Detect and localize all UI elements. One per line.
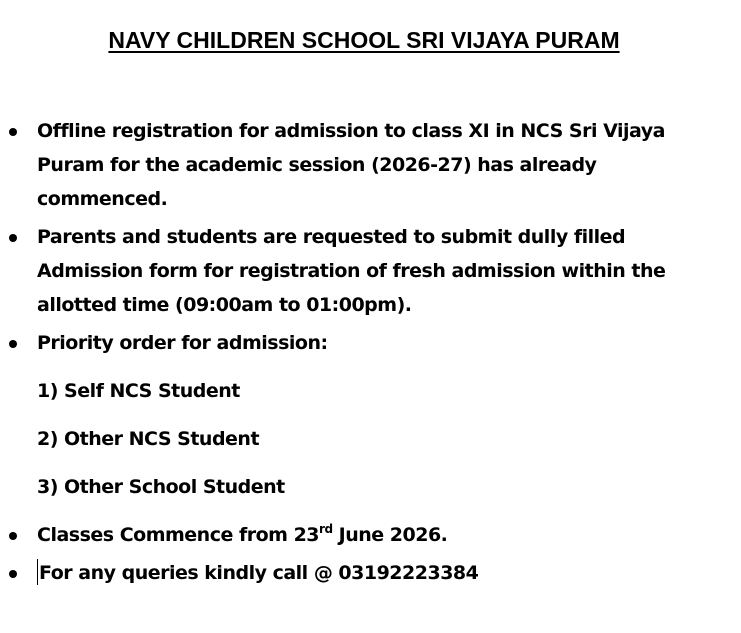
bullet-admission-form-text: Parents and students are requested to submit dully filled Admission form for registration of fresh admission within the allotted time (09:00am to 01:00pm). [37,226,666,316]
priority-item-other-school: 3) Other School Student [37,476,285,498]
bullet-icon [9,340,17,348]
bullet-priority-order [0,326,741,504]
priority-order-list [37,374,731,504]
priority-item-self-ncs: 1) Self NCS Student [37,380,240,402]
bullet-icon [9,532,17,540]
classes-commence-suffix: June 2026. [332,524,448,546]
notice-bullet-list [0,114,741,594]
contact-text[interactable]: For any queries kindly call @ 03192223384 [39,562,479,584]
school-title: NAVY CHILDREN SCHOOL SRI VIJAYA PURAM [108,27,620,53]
bullet-registration-text: Offline registration for admission to class XI in NCS Sri Vijaya Puram for the academic session (2026-27) has already commenced. [37,120,665,210]
bullet-priority-order-text: Priority order for admission: [37,332,328,354]
bullet-icon [9,570,17,578]
bullet-registration [0,114,741,216]
priority-item-other-ncs: 2) Other NCS Student [37,428,260,450]
text-cursor [37,559,38,585]
bullet-admission-form [0,220,741,322]
date-ordinal-suffix: rd [319,522,333,536]
bullet-icon [9,128,17,136]
bullet-contact[interactable] [0,556,741,590]
bullet-icon [9,234,17,242]
classes-commence-prefix: Classes Commence from 23 [37,524,320,546]
bullet-classes-commence [0,518,741,552]
